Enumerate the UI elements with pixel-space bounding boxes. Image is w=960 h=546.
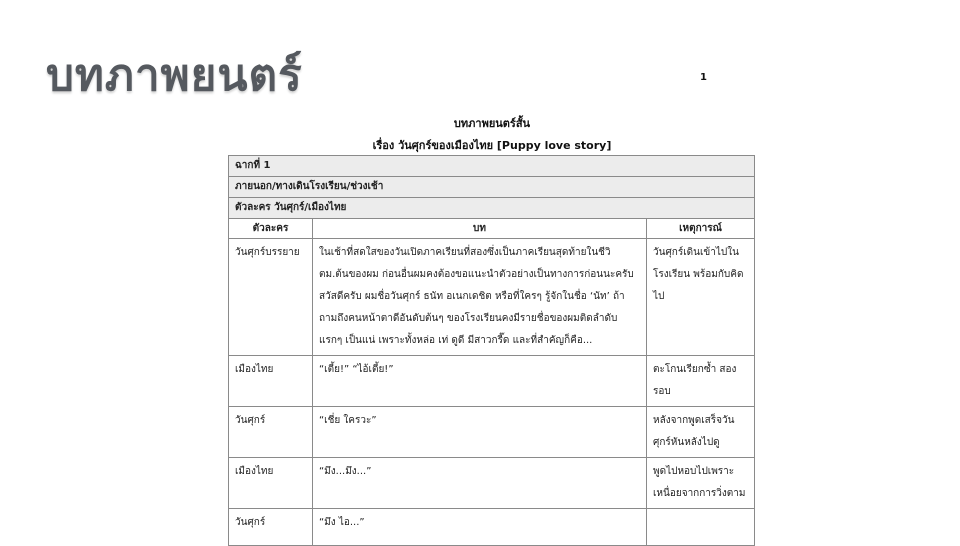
characters-cell: ตัวละคร วันศุกร์/เมืองไทย — [229, 198, 755, 219]
table-row — [229, 356, 755, 407]
header-line: บท — [313, 219, 647, 239]
line-cell: “มึง ไอ...” — [313, 509, 647, 546]
characters-row — [229, 198, 755, 219]
location-row — [229, 177, 755, 198]
line-cell: “มึง...มึง...” — [313, 458, 647, 509]
document-subtitle: เรื่อง วันศุกร์ของเมืองไทย [Puppy love story] — [372, 139, 612, 152]
slide-title: บทภาพยนตร์ — [46, 50, 303, 101]
document-title: บทภาพยนตร์สั้น — [453, 117, 531, 130]
character-cell: เมืองไทย — [229, 356, 313, 407]
table-row — [229, 458, 755, 509]
character-cell: วันศุกร์ — [229, 509, 313, 546]
character-cell: วันศุกร์บรรยาย — [229, 239, 313, 356]
table-row — [229, 509, 755, 546]
script-table — [228, 155, 755, 546]
event-cell: หลังจากพูดเสร็จวันศุกร์หันหลังไปดู — [647, 407, 755, 458]
event-cell: วันศุกร์เดินเข้าไปในโรงเรียน พร้อมกับคิดไป — [647, 239, 755, 356]
header-event: เหตุการณ์ — [647, 219, 755, 239]
location-cell: ภายนอก/ทางเดินโรงเรียน/ช่วงเช้า — [229, 177, 755, 198]
event-cell — [647, 509, 755, 546]
script-table-viewport — [228, 155, 756, 528]
character-cell: วันศุกร์ — [229, 407, 313, 458]
page-number: 1 — [700, 72, 707, 83]
line-cell: “เตี้ย!” “ไอ้เตี้ย!” — [313, 356, 647, 407]
character-cell: เมืองไทย — [229, 458, 313, 509]
table-header-row — [229, 219, 755, 239]
header-character: ตัวละคร — [229, 219, 313, 239]
table-row — [229, 407, 755, 458]
event-cell: ตะโกนเรียกซ้ำ สองรอบ — [647, 356, 755, 407]
table-row — [229, 239, 755, 356]
event-cell: พูดไปหอบไปเพราะเหนื่อยจากการวิ่งตาม — [647, 458, 755, 509]
line-cell: ในเช้าที่สดใสของวันเปิดภาคเรียนที่สองซึ่งเป็นภาคเรียนสุดท้ายในชีวิตม.ต้นของผม ก่อนอื่นผมคงต้องขอแนะนำตัวอย่างเป็นทางการก่อนนะครับ สวัสดีครับ ผมชื่อวันศุกร์ ธนัท อเนกเดชิต หรือที่ใครๆ รู้จักในชื่อ ‘นัท’ ถ้าถามถึงคนหน้าตาดีอันดับต้นๆ ของโรงเรียนคงมีรายชื่อของผมติดลำดับแรกๆ เป็นแน่ เพราะทั้งหล่อ เท่ ดูดี มีสาวกรี๊ด และที่สำคัญก็คือ... — [313, 239, 647, 356]
line-cell: “เชี่ย ใครวะ” — [313, 407, 647, 458]
scene-row — [229, 156, 755, 177]
scene-cell: ฉากที่ 1 — [229, 156, 755, 177]
